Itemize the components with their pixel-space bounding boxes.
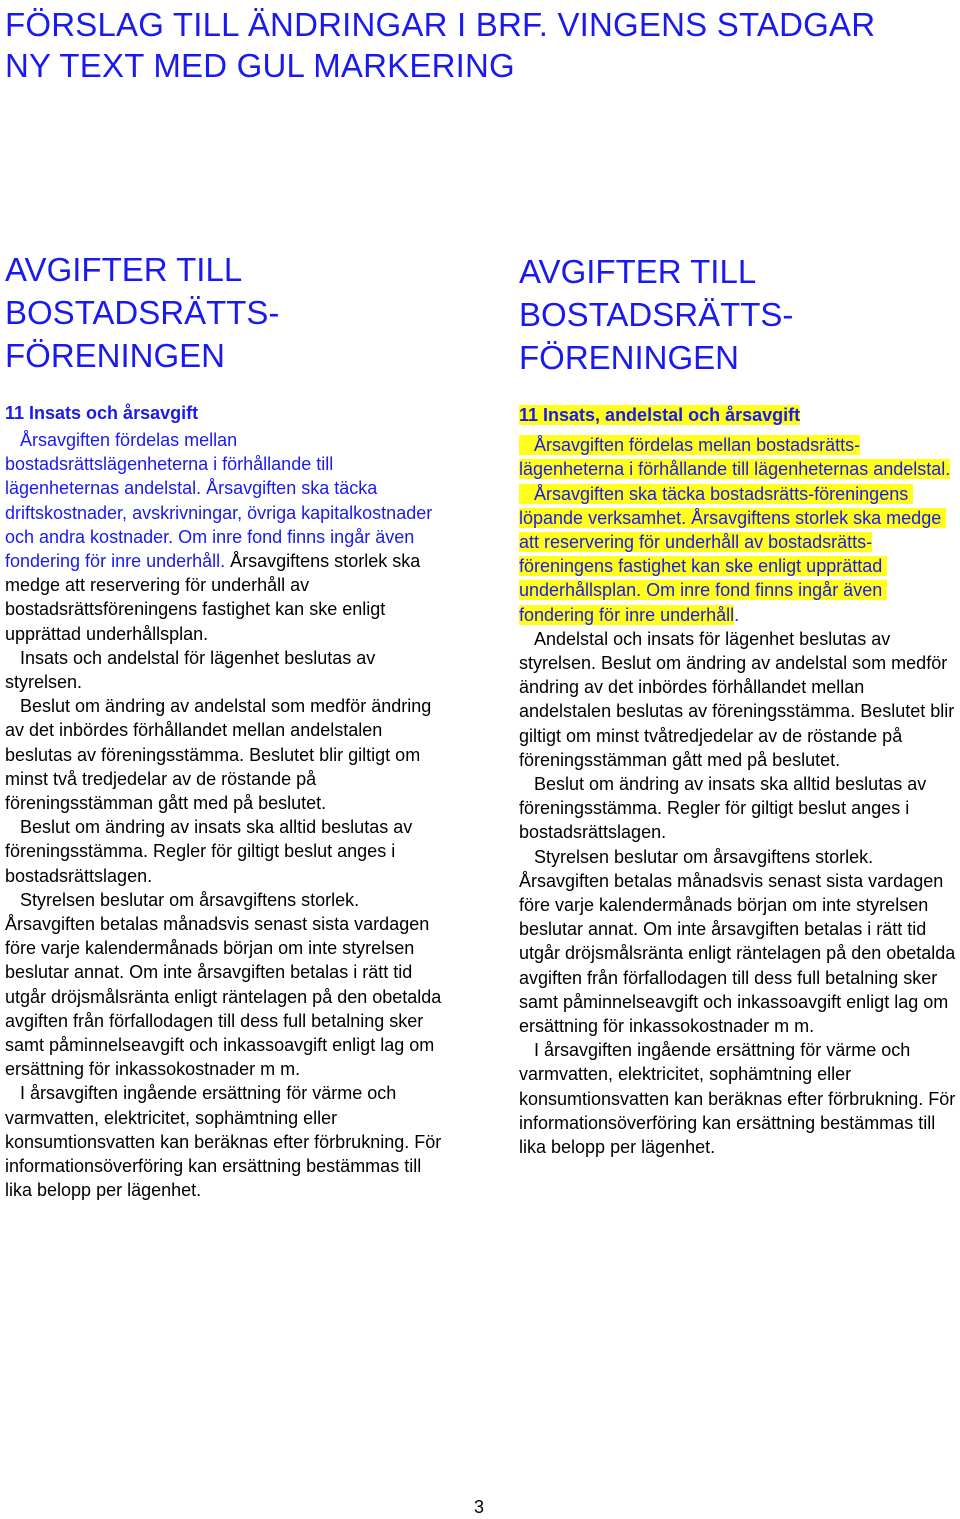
- current-text-column: [5, 248, 445, 1203]
- highlighted-text: Årsavgiften fördelas mellan bostadsrätts-lägenheterna i förhållande till lägenheternas andelstal.: [519, 435, 951, 480]
- right-section-title: AVGIFTER TILL BOSTADSRÄTTS- FÖRENINGEN: [519, 253, 794, 376]
- left-paragraph-6: I årsavgiften ingående ersättning för värme och varmvatten, elektricitet, sophämtning eller konsumtionsvatten kan beräknas efter förbrukning. För informationsöverföring kan ersättning bestämmas till lika belopp per lägenhet.: [5, 1083, 447, 1201]
- left-paragraph-2: Insats och andelstal för lägenhet beslutas av styrelsen.: [5, 647, 381, 693]
- proposed-text-column: [519, 250, 960, 1159]
- right-paragraph-2: Årsavgiften ska täcka bostadsrätts-föreningens löpande verksamhet. Årsavgiftens storlek ska medge att reservering för underhåll av bostadsrätts-föreningens fastighet kan ske enligt upprättad underhållsplan. Om inre fond finns ingår även fondering för inre underhåll.: [519, 483, 947, 625]
- page-header: [5, 4, 955, 86]
- left-subheading: 11 Insats och årsavgift: [5, 403, 199, 423]
- right-paragraph-1: [519, 433, 960, 481]
- left-paragraph-1: Årsavgiften fördelas mellan bostadsrättslägenheterna i förhållande till lägenheternas andelstal. Årsavgiften ska täcka driftskostnader, avskrivningar, övriga kapitalkostnader och andra kostnader. Om inre fond finns ingår även fondering för inre underhåll. Årsavgiftens storlek ska medge att reservering för underhåll av bostadsrättsföreningens fastighet kan ske enligt upprättad underhållsplan.: [5, 430, 438, 644]
- left-paragraph-4: Beslut om ändring av insats ska alltid beslutas av föreningsstämma. Regler för giltigt beslut anges i bostadsrättslagen.: [5, 817, 418, 886]
- right-paragraph-3: Andelstal och insats för lägenhet beslutas av styrelsen. Beslut om ändring av andelstal som medför ändring av det inbördes förhållandet mellan andelstalen beslutas av föreningsstämma. Beslutet blir giltigt om minst tvåtredjedelar av de röstande på föreningsstämman gått med på beslutet.: [519, 628, 960, 770]
- highlighted-text: Årsavgiften ska täcka bostadsrätts-föreningens löpande verksamhet. Årsavgiftens storlek ska medge att reservering för underhåll av bostadsrätts-föreningens fastighet kan ske enligt upprättad underhållsplan. Om inre fond finns ingår även fondering för inre underhåll: [519, 483, 947, 625]
- right-paragraph-5: Styrelsen beslutar om årsavgiftens storlek. Årsavgiften betalas månadsvis senast sista vardagen före varje kalendermånads början om inte styrelsen beslutar annat. Om inte årsavgiften betalas i rätt tid utgår dröjsmålsränta enligt räntelagen på den obetalda avgiften från förfallodagen till dess full betalning sker samt påminnelseavgift och inkassoavgift enligt lag om ersättning för inkassokostnader m m.: [519, 846, 960, 1037]
- right-paragraph-6: I årsavgiften ingående ersättning för värme och varmvatten, elektricitet, sophämtning eller konsumtionsvatten kan beräknas efter förbrukning. För informationsöverföring kan ersättning bestämmas till lika belopp per lägenhet.: [519, 1040, 960, 1158]
- right-paragraph-4: Beslut om ändring av insats ska alltid beslutas av föreningsstämma. Regler för giltigt beslut anges i bostadsrättslagen.: [519, 774, 932, 843]
- header-title-line2: NY TEXT MED GUL MARKERING: [5, 47, 515, 84]
- right-subheading: 11 Insats, andelstal och årsavgift: [519, 405, 801, 425]
- page-number: 3: [474, 1497, 485, 1517]
- left-paragraph-3: Beslut om ändring av andelstal som medför ändring av det inbördes förhållandet mellan andelstalen beslutas av föreningsstämma. Beslutet blir giltigt om minst två tredjedelar av de röstande på föreningsstämman gått med på beslutet.: [5, 696, 437, 814]
- header-title-line1: FÖRSLAG TILL ÄNDRINGAR I BRF. VINGENS STADGAR: [5, 6, 876, 43]
- left-section-title: AVGIFTER TILL BOSTADSRÄTTS- FÖRENINGEN: [5, 251, 280, 374]
- left-paragraph-5: Styrelsen beslutar om årsavgiftens storlek. Årsavgiften betalas månadsvis senast sista vardagen före varje kalendermånads början om inte styrelsen beslutar annat. Om inte årsavgiften betalas i rätt tid utgår dröjsmålsränta enligt räntelagen på den obetalda avgiften från förfallodagen till dess full betalning sker samt påminnelseavgift och inkassoavgift enligt lag om ersättning för inkassokostnader m m.: [5, 889, 447, 1080]
